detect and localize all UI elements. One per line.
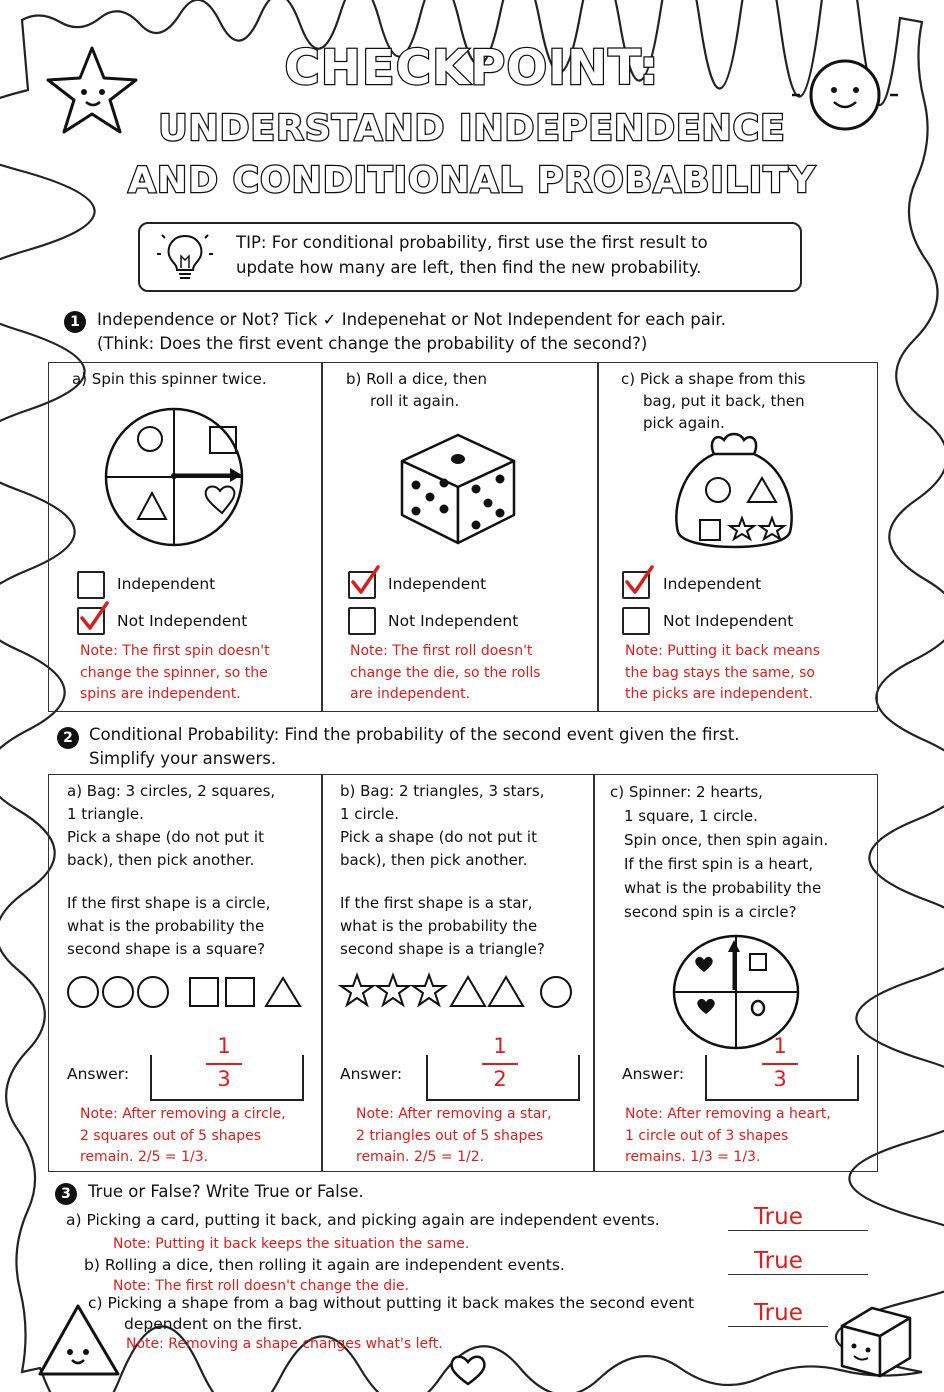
q1b-note-3: are independent. xyxy=(350,686,471,702)
q2b-line-1: b) Bag: 2 triangles, 3 stars, xyxy=(340,782,545,800)
checkmark-icon xyxy=(348,564,382,598)
tip-text xyxy=(236,230,708,280)
q1c-independent-label: Independent xyxy=(663,575,762,593)
q2a-note-3: remain. xyxy=(80,1149,134,1165)
q2a-answer-label: Answer: xyxy=(67,1065,130,1083)
q3b-answer-line xyxy=(728,1274,868,1275)
q1a-note-3: spins are independent. xyxy=(80,686,241,702)
lightbulb-icon xyxy=(155,228,215,284)
q2c-calc: 1/3 = 1/3. xyxy=(690,1149,761,1165)
q3c-line-2: dependent on the first. xyxy=(124,1315,303,1333)
question-3-number: 3 xyxy=(55,1183,77,1205)
q3c-answer[interactable]: True xyxy=(754,1300,803,1326)
q1a-prompt: a) Spin this spinner twice. xyxy=(72,370,267,388)
q1b-independent-label: Independent xyxy=(388,575,487,593)
q2b-line-5: If the first shape is a star, xyxy=(340,894,533,912)
q2b-line-6: what is the probability the xyxy=(340,917,538,935)
checkmark-icon xyxy=(77,600,111,634)
q2b-answer-denominator: 2 xyxy=(493,1067,507,1091)
q3c-answer-line xyxy=(728,1326,828,1327)
q2c-line-4: If the first spin is a heart, xyxy=(624,855,814,873)
q2-divider-2 xyxy=(593,774,595,1172)
question-2-number: 2 xyxy=(57,727,79,749)
q2a-line-2: 1 triangle. xyxy=(67,805,144,823)
question-1-text xyxy=(97,308,726,356)
q2a-line-6: what is the probability the xyxy=(67,917,265,935)
spinner-icon xyxy=(102,405,246,549)
sun-mascot-icon xyxy=(790,40,900,150)
q2b-fraction-bar xyxy=(482,1063,518,1065)
star-mascot-icon xyxy=(44,40,144,140)
q2c-note-3: remains. xyxy=(625,1149,686,1165)
q2a-line-7: second shape is a square? xyxy=(67,940,266,958)
q1b-not-independent-label: Not Independent xyxy=(388,612,519,630)
q1b-note-2: change the die, so the rolls xyxy=(350,664,541,681)
q2c-note-1: Note: After removing a heart, xyxy=(625,1106,831,1122)
shape-row-icon xyxy=(64,974,304,1010)
heart-icon xyxy=(448,1352,488,1386)
q2c-line-5: what is the probability the xyxy=(624,879,822,897)
q2c-line-1: c) Spinner: 2 hearts, xyxy=(610,783,763,801)
title-line-3: AND CONDITIONAL PROBABILITY xyxy=(128,160,816,201)
q2b-note xyxy=(356,1104,552,1169)
q2c-note-2: 1 circle out of 3 shapes xyxy=(625,1127,789,1144)
q1c-note-2: the bag stays the same, so xyxy=(625,664,815,681)
q2b-note-2: 2 triangles out of 5 shapes xyxy=(356,1127,544,1144)
q2b-answer-numerator: 1 xyxy=(493,1034,507,1058)
q1c-note-1: Note: Putting it back means xyxy=(625,643,821,659)
q2c-line-6: second spin is a circle? xyxy=(624,903,797,921)
q2a-line-5: If the first shape is a circle, xyxy=(67,894,271,912)
q1-line-1: Independence or Not? Tick ✓ Indepenehat or Not Independent for each pair. xyxy=(97,310,726,329)
triangle-mascot-icon xyxy=(36,1300,126,1380)
q1c-line-3: pick again. xyxy=(643,414,725,432)
tip-line-1: TIP: For conditional probability, first use the first result to xyxy=(236,233,708,252)
q1c-line-2: bag, put it back, then xyxy=(643,392,805,410)
q1c-note xyxy=(625,641,820,706)
q1-line-2: (Think: Does the first event change the probability of the second?) xyxy=(97,334,648,353)
q2b-answer-label: Answer: xyxy=(340,1065,403,1083)
q3a-answer-line xyxy=(728,1230,868,1231)
q1-divider-2 xyxy=(597,362,599,712)
q2a-note-2: 2 squares out of 5 shapes xyxy=(80,1127,262,1144)
q2a-answer-denominator: 3 xyxy=(217,1067,231,1091)
q1c-prompt xyxy=(621,368,806,434)
q2c-answer-denominator: 3 xyxy=(773,1067,787,1091)
q1c-not-independent-label: Not Independent xyxy=(663,612,794,630)
q2b-line-3: Pick a shape (do not put it xyxy=(340,828,537,846)
q1b-line-2: roll it again. xyxy=(370,392,460,410)
spinner-icon xyxy=(668,932,804,1050)
q1c-not-independent-checkbox[interactable] xyxy=(622,607,650,635)
q1c-note-3: the picks are independent. xyxy=(625,686,813,702)
q2a-note-1: Note: After removing a circle, xyxy=(80,1106,286,1122)
q2a-fraction-bar xyxy=(206,1063,242,1065)
q1a-independent-checkbox[interactable] xyxy=(77,571,105,599)
q3b-text: b) Rolling a dice, then rolling it again are independent events. xyxy=(84,1256,565,1274)
q2-line-1: Conditional Probability: Find the probability of the second event given the first. xyxy=(89,725,740,744)
q3c-line-1: c) Picking a shape from a bag without putting it back makes the second event xyxy=(88,1294,695,1312)
q2-line-2: Simplify your answers. xyxy=(89,749,277,768)
question-3-title: True or False? Write True or False. xyxy=(88,1182,364,1201)
q2a-answer-numerator: 1 xyxy=(217,1034,231,1058)
q2a-prompt xyxy=(67,780,275,961)
q1b-note xyxy=(350,641,541,706)
q3b-note: Note: The first roll doesn't change the die. xyxy=(113,1278,410,1294)
q2b-line-2: 1 circle. xyxy=(340,805,399,823)
q2a-line-3: Pick a shape (do not put it xyxy=(67,828,264,846)
q2a-note xyxy=(80,1104,286,1169)
q2c-line-2: 1 square, 1 circle. xyxy=(624,807,758,825)
checkmark-icon xyxy=(622,564,656,598)
q1b-not-independent-checkbox[interactable] xyxy=(348,607,376,635)
q2c-line-3: Spin once, then spin again. xyxy=(624,831,829,849)
q2b-note-3: remain. xyxy=(356,1149,410,1165)
q2c-note xyxy=(625,1104,831,1169)
q1b-note-1: Note: The first roll doesn't xyxy=(350,643,533,659)
q2b-line-4: back), then pick another. xyxy=(340,851,528,869)
tip-line-2: update how many are left, then find the new probability. xyxy=(236,258,702,277)
q1a-note-1: Note: The first spin doesn't xyxy=(80,643,270,659)
q1a-note xyxy=(80,641,270,706)
q1a-not-independent-label: Not Independent xyxy=(117,612,248,630)
dice-icon xyxy=(396,425,520,549)
q1b-line-1: b) Roll a dice, then xyxy=(346,370,487,388)
title-line-1: CHECKPOINT: xyxy=(284,40,660,96)
q2b-note-1: Note: After removing a star, xyxy=(356,1106,552,1122)
q2c-answer-numerator: 1 xyxy=(773,1034,787,1058)
q3a-note: Note: Putting it back keeps the situation the same. xyxy=(113,1236,470,1252)
q1-divider-1 xyxy=(321,362,323,712)
q3b-answer[interactable]: True xyxy=(754,1248,803,1274)
q2c-fraction-bar xyxy=(762,1063,798,1065)
question-1-number: 1 xyxy=(64,311,86,333)
title-line-2: UNDERSTAND INDEPENDENCE xyxy=(158,108,786,149)
q2c-prompt xyxy=(610,780,828,924)
q1c-line-1: c) Pick a shape from this xyxy=(621,370,806,388)
question-2-text xyxy=(89,723,739,771)
q2-divider-1 xyxy=(321,774,323,1172)
q2a-line-1: a) Bag: 3 circles, 2 squares, xyxy=(67,782,276,800)
q3c-note: Note: Removing a shape changes what's left. xyxy=(126,1336,443,1352)
q2b-calc: 2/5 = 1/2. xyxy=(413,1149,485,1165)
q3a-text: a) Picking a card, putting it back, and picking again are independent events. xyxy=(66,1211,660,1229)
q3a-answer[interactable]: True xyxy=(754,1204,803,1230)
cube-mascot-icon xyxy=(832,1300,918,1380)
q1b-prompt xyxy=(346,368,487,412)
q2a-calc: 2/5 = 1/3. xyxy=(137,1149,209,1165)
q3c-text xyxy=(88,1293,694,1335)
q2b-prompt xyxy=(340,780,545,961)
q2a-line-4: back), then pick another. xyxy=(67,851,255,869)
q1a-independent-label: Independent xyxy=(117,575,216,593)
shape-bag-icon xyxy=(664,428,804,558)
q2b-line-7: second shape is a triangle? xyxy=(340,940,545,958)
q2c-answer-label: Answer: xyxy=(622,1065,685,1083)
shape-row-icon xyxy=(338,972,578,1010)
q1a-note-2: change the spinner, so the xyxy=(80,664,268,681)
